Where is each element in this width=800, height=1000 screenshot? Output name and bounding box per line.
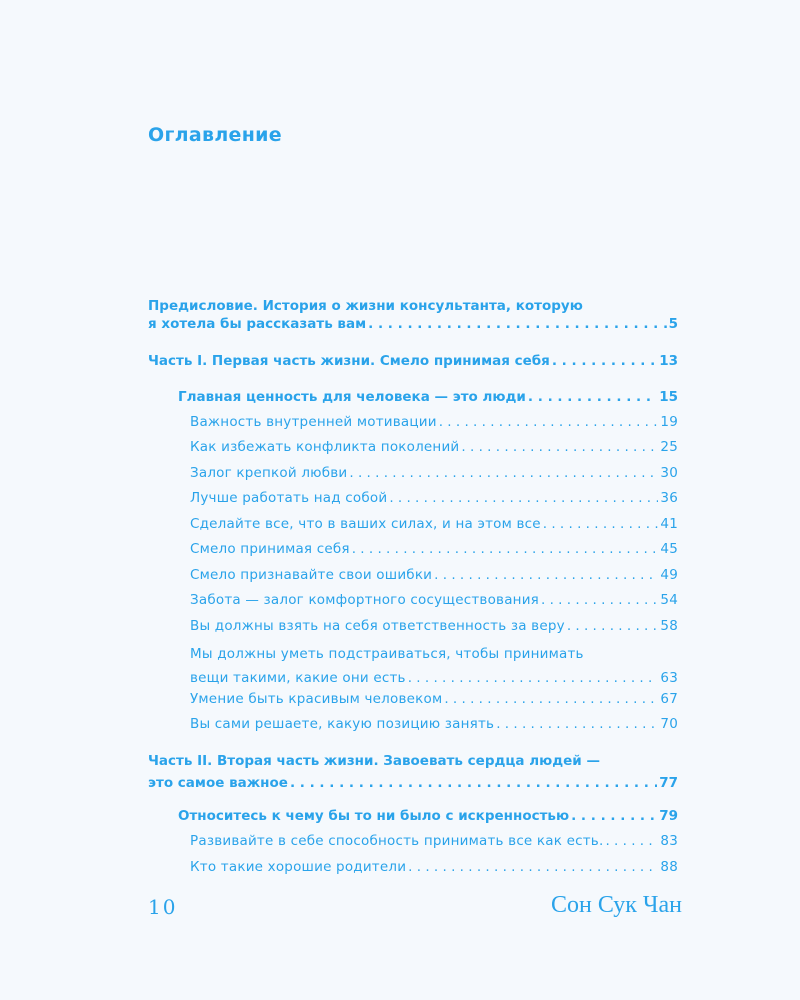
toc-entry-title: Залог крепкой любви xyxy=(190,465,348,481)
toc-entry-section[interactable] xyxy=(190,515,678,533)
toc-leader-dots xyxy=(349,464,658,482)
toc-entry-title: Как избежать конфликта поколений xyxy=(190,439,460,455)
toc-leader-dots xyxy=(434,566,658,584)
toc-page-number: 5 xyxy=(668,316,678,332)
toc-entry-chapter[interactable] xyxy=(178,388,678,406)
toc-entry-title: Забота — залог комфортного сосуществования xyxy=(190,592,539,608)
toc-entry-section[interactable] xyxy=(190,591,678,609)
toc-entry-title: я хотела бы рассказать вам xyxy=(148,316,367,332)
toc-entry-title: Часть I. Первая часть жизни. Смело принимая себя xyxy=(148,353,550,369)
toc-entry-title: Умение быть красивым человеком xyxy=(190,691,443,707)
toc-page-number: 49 xyxy=(660,567,678,583)
toc-entry-section[interactable] xyxy=(190,832,678,850)
toc-entry-chapter[interactable] xyxy=(178,807,678,825)
toc-entry-title: Смело принимая себя xyxy=(190,541,350,557)
page-title: Оглавление xyxy=(148,124,282,146)
toc-page-number: 15 xyxy=(659,389,678,405)
toc-page-number: 83 xyxy=(660,833,678,849)
toc-entry-section[interactable] xyxy=(190,858,678,876)
author-name: Сон Сук Чан xyxy=(550,892,682,918)
toc-entry-title: Смело признавайте свои ошибки xyxy=(190,567,433,583)
toc-page-number: 54 xyxy=(660,592,678,608)
toc-entry-title: Мы должны уметь подстраиваться, чтобы принимать xyxy=(190,646,584,662)
toc-page-number: 41 xyxy=(660,516,678,532)
toc-leader-dots xyxy=(496,715,658,733)
toc-page-number: 79 xyxy=(659,808,678,824)
toc-entry-section[interactable] xyxy=(190,464,678,482)
toc-leader-dots xyxy=(290,772,657,794)
toc-entry-title: Главная ценность для человека — это люди xyxy=(178,389,526,405)
toc-entry-section[interactable] xyxy=(190,489,678,507)
toc-leader-dots xyxy=(567,617,659,635)
toc-leader-dots xyxy=(461,438,658,456)
toc-page-number: 36 xyxy=(660,490,678,506)
toc-entry-part-1[interactable] xyxy=(148,352,678,370)
toc-page-number: 13 xyxy=(659,353,678,369)
toc-leader-dots xyxy=(571,807,657,825)
toc-page-number: 25 xyxy=(660,439,678,455)
toc-leader-dots xyxy=(408,666,659,690)
toc-entry-preface[interactable] xyxy=(148,297,678,333)
toc-leader-dots xyxy=(552,352,657,370)
toc-entry-section[interactable] xyxy=(190,540,678,558)
toc-leader-dots xyxy=(605,832,658,850)
toc-entry-title: Кто такие хорошие родители xyxy=(190,859,407,875)
toc-leader-dots xyxy=(439,413,659,431)
toc-page-number: 70 xyxy=(660,716,678,732)
toc-page-number: 45 xyxy=(660,541,678,557)
toc-page-number: 67 xyxy=(660,691,678,707)
toc-entry-title: Сделайте все, что в ваших силах, и на этом все xyxy=(190,516,541,532)
toc-leader-dots xyxy=(389,489,658,507)
toc-entry-section[interactable] xyxy=(190,413,678,431)
page-number: 10 xyxy=(148,895,178,919)
toc-page-number: 63 xyxy=(660,670,678,686)
toc-entry-title: Лучше работать над собой xyxy=(190,490,388,506)
toc-entry-section[interactable] xyxy=(190,617,678,635)
toc-entry-title: Относитесь к чему бы то ни было с искренностью xyxy=(178,808,570,824)
toc-leader-dots xyxy=(543,515,659,533)
toc-entry-section[interactable] xyxy=(190,715,678,733)
toc-entry-section[interactable] xyxy=(190,566,678,584)
toc-leader-dots xyxy=(541,591,658,609)
toc-page-number: 19 xyxy=(660,414,678,430)
toc-leader-dots xyxy=(528,388,657,406)
toc-page-number: 58 xyxy=(660,618,678,634)
toc-entry-title: Предисловие. История о жизни консультанта, которую xyxy=(148,298,583,314)
toc-entry-title: вещи такими, какие они есть xyxy=(190,670,406,686)
toc-leader-dots xyxy=(368,315,666,333)
toc-entry-title: Важность внутренней мотивации xyxy=(190,414,437,430)
toc-entry-part-2[interactable] xyxy=(148,750,678,794)
toc-leader-dots xyxy=(408,858,658,876)
toc-entry-title: Развивайте в себе способность принимать все как есть. xyxy=(190,833,604,849)
toc-entry-section[interactable] xyxy=(190,438,678,456)
toc-page-number: 30 xyxy=(660,465,678,481)
toc-entry-title: Часть II. Вторая часть жизни. Завоевать сердца людей — xyxy=(148,753,600,769)
toc-entry-title: Вы сами решаете, какую позицию занять xyxy=(190,716,495,732)
toc-entry-title: это самое важное xyxy=(148,775,288,791)
toc-page-number: 88 xyxy=(660,859,678,875)
toc-page-number: 77 xyxy=(659,775,678,791)
toc-leader-dots xyxy=(444,690,658,708)
toc-leader-dots xyxy=(352,540,659,558)
toc-entry-section[interactable] xyxy=(190,690,678,708)
toc-entry-section[interactable] xyxy=(190,642,678,690)
toc-entry-title: Вы должны взять на себя ответственность за веру xyxy=(190,618,565,634)
